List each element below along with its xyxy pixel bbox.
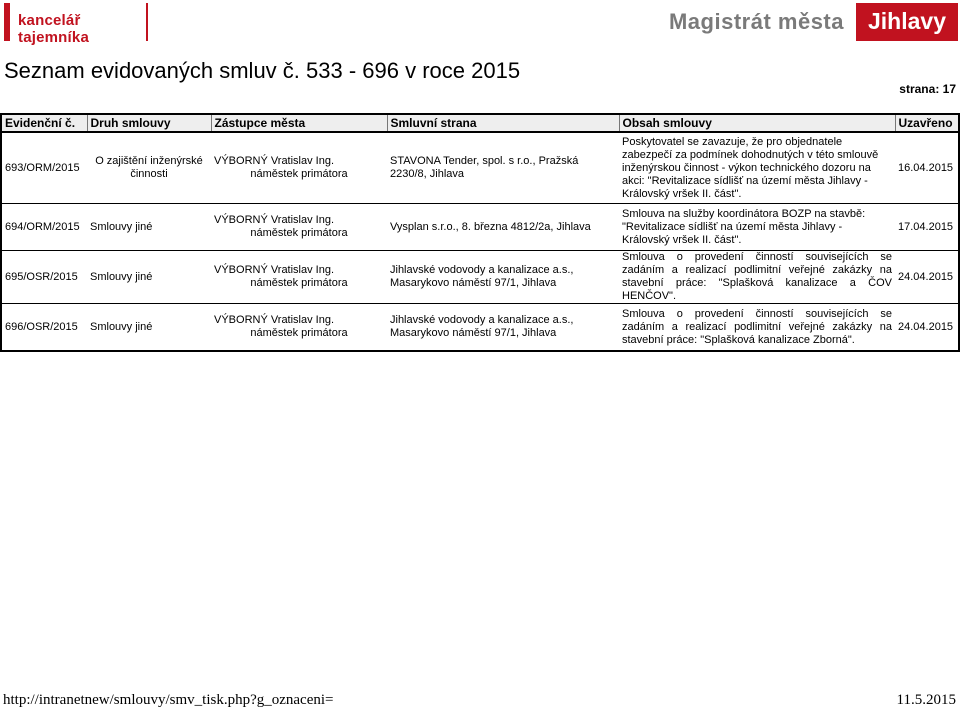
representative xyxy=(211,304,387,352)
representative xyxy=(211,251,387,304)
representative xyxy=(211,132,387,204)
table-row xyxy=(1,304,959,352)
contract-date: 16.04.2015 xyxy=(895,132,959,204)
contracts-table xyxy=(0,113,960,352)
contract-content: Smlouva o provedení činností souvisejících se zadáním a realizací podlimitní veřejné zakázky na stavební práce: "Splašková kanalizace Zborná". xyxy=(619,304,895,352)
page-number: strana: 17 xyxy=(899,82,956,96)
contract-content: Smlouva o provedení činností souvisejících se zadáním a realizací podlimitní veřejné zakázky na stavební práce: "Splašková kanalizace a ČOV HENČOV". xyxy=(619,251,895,304)
contract-party: STAVONA Tender, spol. s r.o., Pražská 2230/8, Jihlava xyxy=(387,132,619,204)
col-header-date: Uzavřeno xyxy=(895,114,959,132)
col-header-party: Smluvní strana xyxy=(387,114,619,132)
col-header-id: Evidenční č. xyxy=(1,114,87,132)
contract-date: 24.04.2015 xyxy=(895,251,959,304)
contract-content: Smlouva na služby koordinátora BOZP na stavbě: "Revitalizace sídlišť na území města Jihlavy - Královský vršek II. část". xyxy=(619,204,895,251)
representative xyxy=(211,204,387,251)
footer-date: 11.5.2015 xyxy=(896,692,956,708)
contract-type: O zajištění inženýrské činnosti xyxy=(87,132,211,204)
representative-name: VÝBORNÝ Vratislav Ing. xyxy=(214,264,335,276)
contract-type: Smlouvy jiné xyxy=(87,251,211,304)
table-row xyxy=(1,251,959,304)
table-row xyxy=(1,132,959,204)
col-header-representative: Zástupce města xyxy=(211,114,387,132)
contract-party: Vysplan s.r.o., 8. března 4812/2a, Jihlava xyxy=(387,204,619,251)
contract-party: Jihlavské vodovody a kanalizace a.s., Masarykovo náměstí 97/1, Jihlava xyxy=(387,251,619,304)
contract-id: 695/OSR/2015 xyxy=(1,251,87,304)
contract-date: 24.04.2015 xyxy=(895,304,959,352)
representative-role: náměstek primátora xyxy=(250,327,348,339)
office-logo xyxy=(4,3,148,46)
representative-role: náměstek primátora xyxy=(250,277,348,289)
table-row xyxy=(1,204,959,251)
contract-date: 17.04.2015 xyxy=(895,204,959,251)
contract-id: 696/OSR/2015 xyxy=(1,304,87,352)
representative-role: náměstek primátora xyxy=(250,168,348,180)
col-header-content: Obsah smlouvy xyxy=(619,114,895,132)
city-logo-name: Jihlavy xyxy=(856,3,958,41)
representative-name: VÝBORNÝ Vratislav Ing. xyxy=(214,155,335,167)
representative-name: VÝBORNÝ Vratislav Ing. xyxy=(214,314,335,326)
representative-role: náměstek primátora xyxy=(250,227,348,239)
contract-id: 693/ORM/2015 xyxy=(1,132,87,204)
city-logo xyxy=(669,3,958,41)
city-logo-main: Magistrát města xyxy=(668,9,844,34)
logo-edge xyxy=(146,3,148,41)
office-logo-text: kancelář tajemníka xyxy=(18,12,89,46)
table-header xyxy=(1,114,959,132)
contract-type: Smlouvy jiné xyxy=(87,204,211,251)
contract-party: Jihlavské vodovody a kanalizace a.s., Masarykovo náměstí 97/1, Jihlava xyxy=(387,304,619,352)
contract-content: Poskytovatel se zavazuje, že pro objednatele zabezpečí za podmínek dohodnutých v této smlouvě inženýrskou činnost - výkon technického dozoru na akci: "Revitalizace sídlišť na území města Jihlavy - Královský vršek II. část". xyxy=(619,132,895,204)
logo-bar xyxy=(4,3,10,41)
footer-url: http://intranetnew/smlouvy/smv_tisk.php?g_oznaceni= xyxy=(3,692,334,708)
page-title: Seznam evidovaných smluv č. 533 - 696 v roce 2015 xyxy=(4,58,521,83)
contract-type: Smlouvy jiné xyxy=(87,304,211,352)
contract-id: 694/ORM/2015 xyxy=(1,204,87,251)
col-header-type: Druh smlouvy xyxy=(87,114,211,132)
representative-name: VÝBORNÝ Vratislav Ing. xyxy=(214,214,335,226)
